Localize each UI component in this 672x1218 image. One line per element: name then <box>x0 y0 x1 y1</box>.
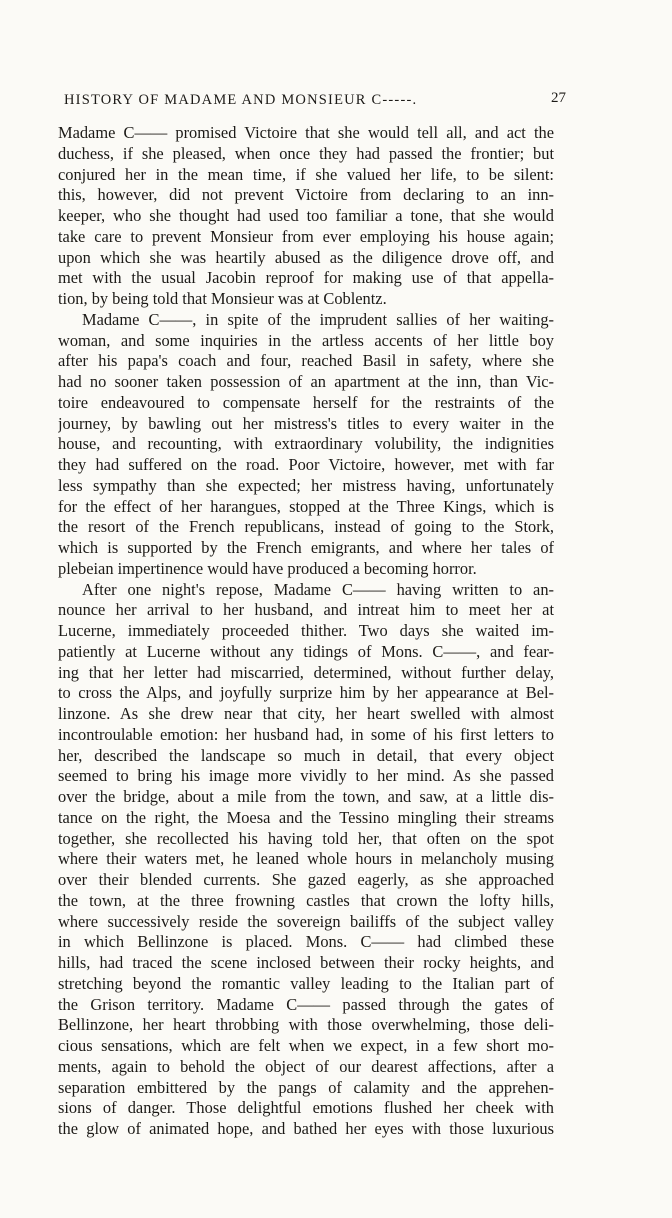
text-line: toire endeavoured to compensate herself for the restraints of the <box>58 392 554 412</box>
text-line: the Grison territory. Madame C—— passed through the gates of <box>58 994 554 1014</box>
text-line: less sympathy than she expected; her mistress having, unfortunately <box>58 475 554 495</box>
text-line: cious sensations, which are felt when we expect, in a few short mo- <box>58 1036 554 1055</box>
text-line: had no sooner taken possession of an apartment at the inn, than Vic- <box>58 372 554 391</box>
text-line: woman, and some inquiries in the artless accents of her little boy <box>58 330 554 350</box>
text-line: in which Bellinzone is placed. Mons. C—— had climbed these <box>58 932 554 952</box>
page-number: 27 <box>551 90 566 106</box>
text-line: nounce her arrival to her husband, and intreat him to meet her at <box>58 600 554 620</box>
text-line: where successively reside the sovereign bailiffs of the subject valley <box>58 911 554 931</box>
text-line: conjured her in the mean time, if she valued her life, to be silent: <box>58 164 554 184</box>
text-line: journey, by bawling out her mistress's titles to every waiter in the <box>58 413 554 433</box>
text-line: ing that her letter had miscarried, determined, without further delay, <box>58 662 554 682</box>
text-line: duchess, if she pleased, when once they had passed the frontier; but <box>58 143 554 163</box>
text-line: the resort of the French republicans, instead of going to the Stork, <box>58 517 554 537</box>
body-text <box>58 123 554 1140</box>
text-line: take care to prevent Monsieur from ever employing his house again; <box>58 226 554 246</box>
text-line: over the bridge, about a mile from the town, and saw, at a little dis- <box>58 787 554 806</box>
text-line: keeper, who she thought had used too familiar a tone, that she would <box>58 206 554 225</box>
text-line: over their blended currents. She gazed eagerly, as she approached <box>58 870 554 889</box>
text-line: Bellinzone, her heart throbbing with those overwhelming, those deli- <box>58 1015 554 1035</box>
text-line: Madame C—— promised Victoire that she would tell all, and act the <box>58 123 554 142</box>
text-line: After one night's repose, Madame C—— having written to an- <box>82 579 554 599</box>
text-line: hills, had traced the scene inclosed between their rocky heights, and <box>58 953 554 972</box>
text-line: they had suffered on the road. Poor Victoire, however, met with far <box>58 455 554 474</box>
text-line: incontroulable emotion: her husband had, in some of his first letters to <box>58 724 554 744</box>
text-line: ments, again to behold the object of our dearest affections, after a <box>58 1056 554 1076</box>
text-line: Lucerne, immediately proceeded thither. Two days she waited im- <box>58 621 554 640</box>
text-line: this, however, did not prevent Victoire from declaring to an inn- <box>58 185 554 205</box>
text-line: which is supported by the French emigrants, and where her tales of <box>58 538 554 557</box>
text-line: her, described the landscape so much in detail, that every object <box>58 745 554 765</box>
text-line: for the effect of her harangues, stopped at the Three Kings, which is <box>58 496 554 516</box>
text-line: where their waters met, he leaned whole hours in melancholy musing <box>58 849 554 869</box>
text-line: house, and recounting, with extraordinary volubility, the indignities <box>58 434 554 454</box>
text-line: seemed to bring his image more vividly to her mind. As she passed <box>58 766 554 786</box>
text-line: linzone. As she drew near that city, her heart swelled with almost <box>58 704 554 723</box>
text-line: the glow of animated hope, and bathed her eyes with those luxurious <box>58 1119 554 1138</box>
text-line: the town, at the three frowning castles that crown the lofty hills, <box>58 890 554 910</box>
text-line: plebeian impertinence would have produced a becoming horror. <box>58 558 477 578</box>
text-line: sions of danger. Those delightful emotions flushed her cheek with <box>58 1098 554 1118</box>
text-line: tance on the right, the Moesa and the Tessino mingling their streams <box>58 807 554 827</box>
text-line: Madame C——, in spite of the imprudent sallies of her waiting- <box>82 309 554 329</box>
text-line: patiently at Lucerne without any tidings of Mons. C——, and fear- <box>58 641 554 661</box>
text-line: upon which she was heartily abused as the diligence drove off, and <box>58 247 554 267</box>
text-line: together, she recollected his having told her, that often on the spot <box>58 828 554 848</box>
text-line: stretching beyond the romantic valley leading to the Italian part of <box>58 973 554 993</box>
text-line: after his papa's coach and four, reached Basil in safety, where she <box>58 351 554 371</box>
text-line: met with the usual Jacobin reproof for making use of that appella- <box>58 268 554 288</box>
page-header <box>64 92 566 114</box>
text-line: to cross the Alps, and joyfully surprize him by her appearance at Bel- <box>58 683 554 703</box>
text-line: separation embittered by the pangs of calamity and the apprehen- <box>58 1077 554 1097</box>
text-line: tion, by being told that Monsieur was at Coblentz. <box>58 289 387 308</box>
running-title: HISTORY OF MADAME AND MONSIEUR C-----. <box>64 92 418 108</box>
